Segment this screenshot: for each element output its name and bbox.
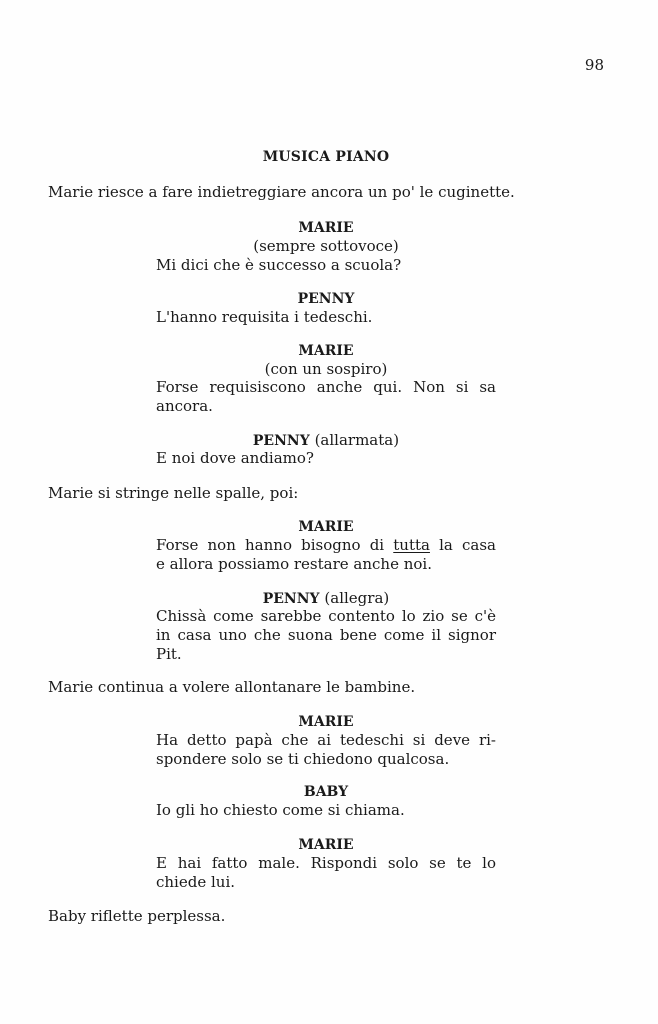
dialogue-line: L'hanno requisita i tedeschi. [156, 308, 373, 326]
dialogue-line: chiede lui. [156, 873, 236, 891]
parenthetical: (con un sospiro) [264, 360, 388, 378]
dialogue-line: Mi dici che è successo a scuola? [156, 256, 402, 274]
dialogue [156, 308, 496, 327]
underlined-word: tutta [393, 536, 430, 554]
page-number: 98 [584, 56, 604, 74]
dialogue-line: ancora. [156, 397, 213, 415]
parenthetical: (allarmata) [314, 431, 400, 449]
speaker-name: MARIE [298, 343, 354, 359]
speaker-name: MARIE [298, 714, 354, 730]
speaker-name: BABY [303, 784, 349, 800]
dialogue-line: Io gli ho chiesto come si chiama. [156, 801, 405, 819]
action-line: Baby riflette perplessa. [48, 907, 226, 925]
dialogue [156, 256, 496, 275]
dialogue [156, 854, 496, 892]
speaker-name: MARIE [298, 837, 354, 853]
dialogue-line [156, 536, 496, 555]
action-line: Marie continua a volere allontanare le bambine. [48, 678, 416, 696]
dialogue [156, 607, 496, 664]
dialogue-line: E noi dove andiamo? [156, 449, 314, 467]
dialogue-line: Chissà come sarebbe contento lo zio se c'è [156, 607, 496, 625]
scene-heading: MUSICA PIANO [262, 149, 390, 165]
dialogue-line: spondere solo se ti chiedono qualcosa. [156, 750, 450, 768]
dialogue [156, 801, 496, 820]
speaker-name: PENNY [297, 291, 355, 307]
dialogue-line: E hai fatto male. Rispondi solo se te lo [156, 854, 496, 872]
dialogue [156, 731, 496, 769]
text-run: Forse non hanno bisogno di [156, 536, 394, 554]
dialogue [156, 536, 496, 574]
dialogue [156, 378, 496, 416]
action-line: Marie riesce a fare indietreggiare ancora un po' le cuginette. [48, 183, 515, 201]
dialogue-line: e allora possiamo restare anche noi. [156, 555, 432, 573]
speaker-label: PENNY [262, 591, 320, 607]
dialogue [156, 449, 496, 468]
text-run: la casa [429, 536, 496, 554]
dialogue-line: Pit. [156, 645, 182, 663]
parenthetical: (sempre sottovoce) [253, 237, 399, 255]
speaker-name [156, 589, 496, 609]
action-line: Marie si stringe nelle spalle, poi: [48, 484, 299, 502]
speaker-name: MARIE [298, 519, 354, 535]
dialogue-line: in casa uno che suona bene come il signor [156, 626, 496, 644]
speaker-label: PENNY [252, 433, 310, 449]
dialogue-line: Forse requisiscono anche qui. Non si sa [156, 378, 496, 396]
speaker-name: MARIE [298, 220, 354, 236]
parenthetical: (allegra) [324, 589, 390, 607]
dialogue-line: Ha detto papà che ai tedeschi si deve ri- [156, 731, 496, 749]
speaker-name [156, 431, 496, 451]
